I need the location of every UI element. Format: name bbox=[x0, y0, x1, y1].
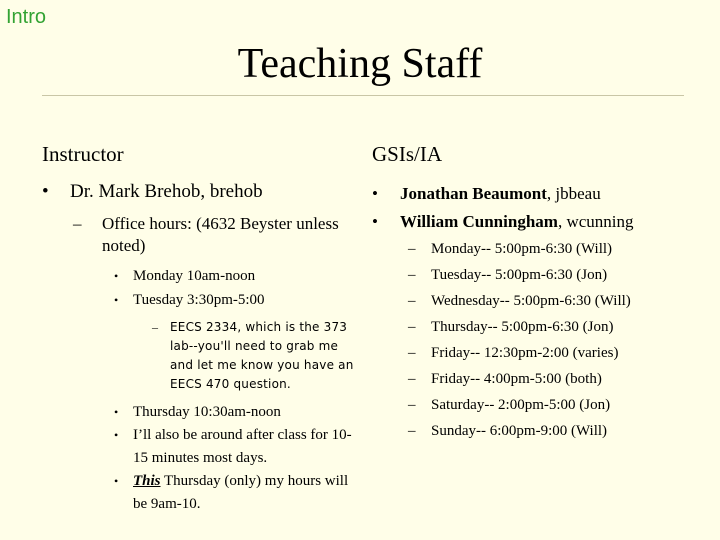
bullet-icon: • bbox=[114, 269, 119, 283]
gsi-name: William Cunningham bbox=[400, 212, 558, 231]
schedule-text: Monday-- 5:00pm-6:30 (Will) bbox=[431, 241, 613, 257]
dash-icon: – bbox=[408, 345, 416, 361]
schedule-item bbox=[372, 340, 712, 366]
schedule-item bbox=[372, 392, 712, 418]
schedule-item bbox=[372, 314, 712, 340]
bullet-icon: • bbox=[114, 293, 119, 307]
dash-icon: – bbox=[408, 241, 416, 257]
instructor-heading: Instructor bbox=[42, 142, 124, 166]
hours-item bbox=[42, 288, 362, 312]
schedule-text: Saturday-- 2:00pm-5:00 (Jon) bbox=[431, 397, 611, 413]
dash-icon: – bbox=[408, 371, 416, 387]
schedule-text: Tuesday-- 5:00pm-6:30 (Jon) bbox=[431, 267, 608, 283]
dash-icon: – bbox=[73, 214, 82, 233]
instructor-name-item bbox=[42, 180, 362, 204]
bullet-icon: • bbox=[114, 474, 119, 488]
bullet-icon: • bbox=[42, 181, 49, 202]
dash-icon: – bbox=[408, 319, 416, 335]
after-class-text: I’ll also be around after class for 10-15 minutes most days. bbox=[133, 427, 352, 466]
dash-icon: – bbox=[408, 397, 416, 413]
schedule-text: Wednesday-- 5:00pm-6:30 (Will) bbox=[431, 293, 631, 309]
schedule-text: Friday-- 12:30pm-2:00 (varies) bbox=[431, 345, 619, 361]
office-hours-item bbox=[42, 213, 362, 257]
office-hours-label: Office hours: (4632 Beyster unless noted) bbox=[102, 214, 339, 255]
bullet-icon: • bbox=[114, 428, 119, 442]
title-divider bbox=[42, 95, 684, 96]
schedule-text: Thursday-- 5:00pm-6:30 (Jon) bbox=[431, 319, 614, 335]
dash-icon: – bbox=[408, 293, 416, 309]
dash-icon: – bbox=[152, 320, 159, 334]
instructor-column bbox=[42, 142, 362, 516]
bullet-icon: • bbox=[114, 405, 119, 419]
gsi-item bbox=[372, 180, 712, 208]
schedule-item bbox=[372, 236, 712, 262]
hours-text: Monday 10am-noon bbox=[133, 268, 256, 284]
gsi-uniqname: , jbbeau bbox=[546, 184, 601, 203]
section-tag: Intro bbox=[6, 6, 47, 28]
slide-title: Teaching Staff bbox=[237, 41, 483, 87]
gsi-heading: GSIs/IA bbox=[372, 142, 443, 166]
gsi-item bbox=[372, 208, 712, 236]
gsi-name: Jonathan Beaumont bbox=[400, 184, 547, 203]
schedule-item bbox=[372, 288, 712, 314]
this-emphasis: This bbox=[133, 473, 161, 489]
schedule-item bbox=[372, 418, 712, 444]
bullet-icon: • bbox=[372, 184, 378, 203]
schedule-item bbox=[372, 366, 712, 392]
gsi-column bbox=[372, 142, 712, 444]
dash-icon: – bbox=[408, 267, 416, 283]
hours-text: Tuesday 3:30pm-5:00 bbox=[133, 292, 265, 308]
dash-icon: – bbox=[408, 423, 416, 439]
this-thursday-text: Thursday (only) my hours will be 9am-10. bbox=[133, 473, 349, 512]
tuesday-note: EECS 2334, which is the 373 lab--you'll need to grab me and let me know you have an EECS 470 question. bbox=[170, 320, 354, 391]
gsi-uniqname: , wcunning bbox=[557, 212, 634, 231]
hours-item bbox=[42, 400, 362, 424]
schedule-item bbox=[372, 262, 712, 288]
instructor-name: Dr. Mark Brehob, brehob bbox=[70, 181, 263, 202]
hours-item bbox=[42, 264, 362, 288]
after-class-item bbox=[42, 424, 362, 470]
schedule-text: Sunday-- 6:00pm-9:00 (Will) bbox=[431, 423, 608, 439]
hours-text: Thursday 10:30am-noon bbox=[133, 404, 281, 420]
this-thursday-item bbox=[42, 470, 362, 516]
tuesday-note-item bbox=[42, 318, 362, 394]
schedule-text: Friday-- 4:00pm-5:00 (both) bbox=[431, 371, 602, 387]
bullet-icon: • bbox=[372, 212, 378, 231]
